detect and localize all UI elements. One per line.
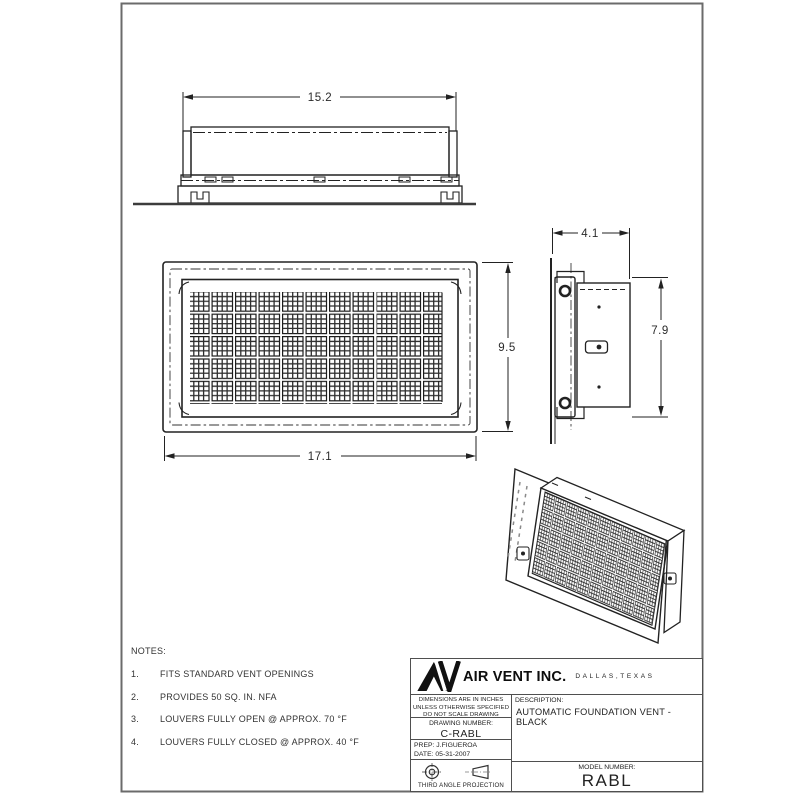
louver-grid [190,292,442,404]
projection-cell [411,760,511,791]
note-text: FITS STANDARD VENT OPENINGS [160,669,314,679]
isometric-view [506,469,684,643]
right-end-cap [449,131,457,177]
note-text: PROVIDES 50 SQ. IN. NFA [160,691,277,702]
note-item [131,737,421,747]
rivet-top [597,305,600,308]
note-text: LOUVERS FULLY CLOSED @ APPROX. 40 °F [160,736,359,747]
rivet-bottom [597,385,600,388]
iso-flange-pin [521,552,525,556]
latch-pin [597,345,602,350]
model-number-label: MODEL NUMBER: [578,764,636,771]
screw-hole-top [560,286,570,296]
company-location: DALLAS,TEXAS [575,673,655,680]
note-text: LOUVERS FULLY OPEN @ APPROX. 70 °F [160,714,347,724]
title-block [410,658,703,792]
right-notch [441,192,459,203]
top-view [133,92,476,204]
dimension-label-front-height: 9.5 [498,342,516,354]
third-angle-projection-icon [418,763,504,783]
model-number-value: RABL [581,771,633,790]
side-dimension-7-9 [632,278,668,418]
tolerance-line: DIMENSIONS ARE IN INCHES [418,697,504,703]
notes-section [131,646,421,759]
drawing-number-value: C-RABL [440,728,482,740]
model-number-cell [512,761,702,791]
note-number: 4. [131,736,140,747]
iso-side-pin [668,577,672,581]
description-cell [512,695,702,761]
drawing-number-label: DRAWING NUMBER: [429,720,493,727]
note-item [131,669,421,679]
prep-date-cell [411,740,511,760]
title-block-left-column [411,695,512,791]
company-name: AIR VENT INC. [463,668,567,685]
title-block-body [411,695,702,791]
note-number: 3. [131,714,140,724]
projection-label: THIRD ANGLE PROJECTION [418,782,504,789]
note-number: 2. [131,691,140,702]
dimension-label-side-depth: 4.1 [581,228,599,240]
dimension-label-top-width: 15.2 [307,92,333,104]
note-item [131,692,421,702]
left-notch [191,192,209,203]
tolerance-line: DO NOT SCALE DRAWING [423,712,499,719]
description-value: AUTOMATIC FOUNDATION VENT - BLACK [516,707,672,727]
description-label: DESCRIPTION: [515,697,564,704]
left-end-cap [183,131,191,177]
flange-plate [555,277,575,417]
front-view [163,262,513,461]
note-number: 1. [131,669,140,679]
dimension-label-front-width: 17.1 [307,451,333,463]
tolerance-note [411,695,511,718]
notes-heading: NOTES: [131,646,167,656]
screw-hole-bottom [560,398,570,408]
title-block-right-column [512,695,702,791]
company-logo-row [411,659,702,695]
mounting-tabs [205,177,452,182]
date-value: DATE: 05-31-2007 [414,751,471,759]
extension-lines [632,278,668,418]
drawing-number-cell [411,718,511,740]
latch-tab [586,341,608,353]
dimension-label-side-height: 7.9 [651,325,669,337]
flange-band [178,186,462,203]
tolerance-line: UNLESS OTHERWISE SPECIFIED [412,704,510,711]
air-vent-logo-icon [415,661,461,692]
note-item [131,714,421,724]
prep-value: PREP: J.FIGUEROA [414,742,478,749]
vent-body-rear [191,127,449,175]
